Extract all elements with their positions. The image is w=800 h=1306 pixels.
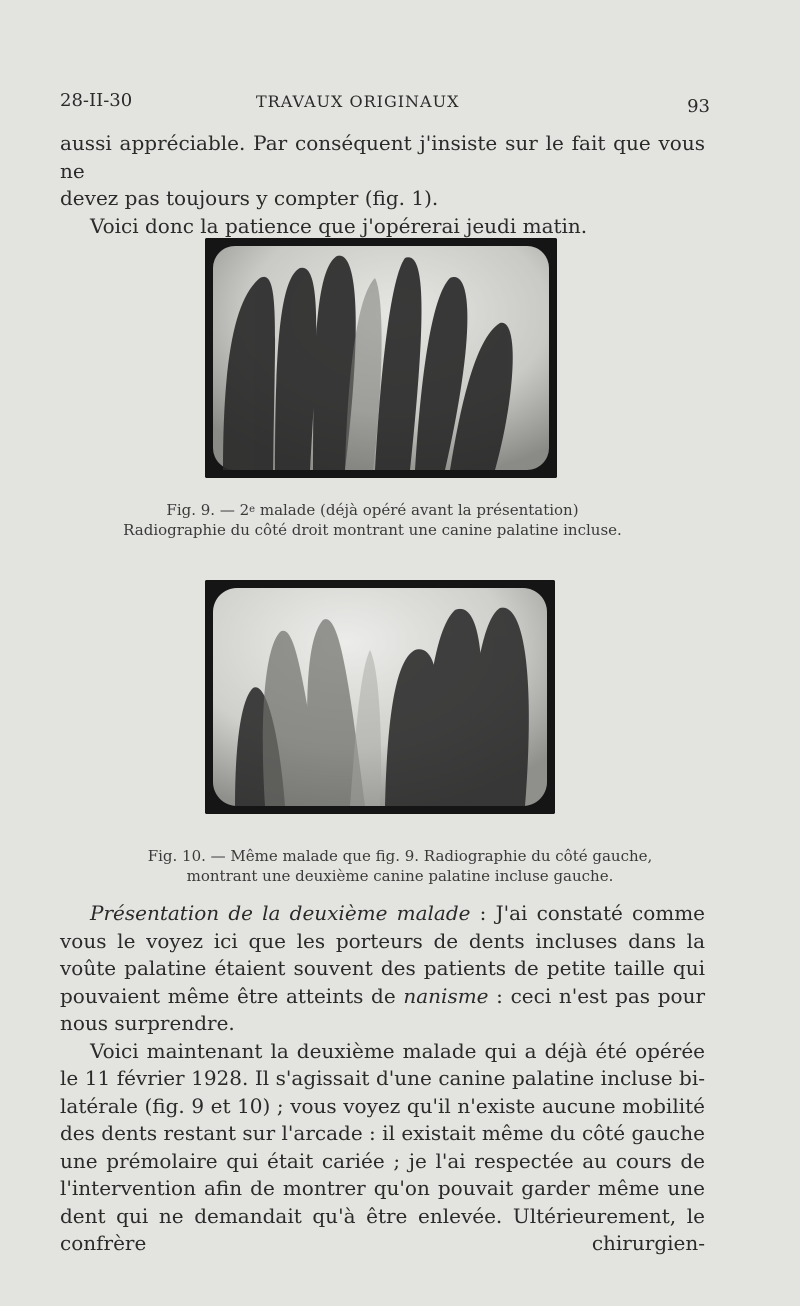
figure-9-caption bbox=[100, 500, 645, 540]
paragraph-presentation bbox=[60, 900, 705, 1038]
figure-10-radiograph bbox=[205, 580, 555, 814]
radiograph-right-side-image bbox=[205, 238, 557, 478]
paragraph-1-text-a: : J'ai constaté comme vous le voyez ici que les porteurs de dents incluses dans la voûte palatine étaient souvent des patients de petite taille qui pouvaient même être atteints de bbox=[60, 901, 706, 1008]
figure-9-radiograph bbox=[205, 238, 557, 478]
header-title: TRAVAUX ORIGINAUX bbox=[256, 92, 460, 111]
paragraph-1-text-b: : ceci n'est pas pour nous surprendre. bbox=[60, 983, 706, 1035]
body-text bbox=[60, 900, 705, 1258]
figure-10-caption bbox=[100, 846, 700, 886]
page-number: 93 bbox=[687, 96, 710, 117]
intro-line-3: Voici donc la patience que j'opérerai jeudi matin. bbox=[90, 213, 588, 238]
paragraph-second-patient: Voici maintenant la deuxième malade qui a déjà été opérée le 11 février 1928. Il s'agissait d'une canine palatine incluse bi-latérale (fig. 9 et 10) ; vous voyez qu'il n'existe aucune mobilité des dents restant sur l'arcade : il existait même du côté gauche une prémolaire qui était cariée ; je l'ai respectée au cours de l'intervention afin de montrer qu'on pouvait garder même une dent qui ne demandait qu'à être enlevée. Ultérieurement, le confrère chirurgien- bbox=[60, 1038, 705, 1255]
header-date: 28-II-30 bbox=[60, 90, 133, 111]
intro-line-1: aussi appréciable. Par conséquent j'insiste sur le fait que vous ne bbox=[60, 131, 705, 183]
caption-suffix: malade (déjà opéré avant la présentation) bbox=[255, 501, 579, 519]
figure-10-caption-line-1: Fig. 10. — Même malade que fig. 9. Radiographie du côté gauche, bbox=[147, 847, 653, 865]
section-heading: Présentation de la deuxième malade bbox=[90, 901, 471, 925]
caption-superscript: e bbox=[249, 504, 256, 515]
intro-line-2: devez pas toujours y compter (fig. 1). bbox=[60, 186, 439, 210]
radiograph-left-side-image bbox=[205, 580, 555, 814]
figure-9-caption-line-1 bbox=[100, 500, 645, 520]
caption-prefix: Fig. 9. — 2 bbox=[166, 501, 250, 519]
intro-paragraph bbox=[60, 130, 705, 240]
term-nanisme: nanisme bbox=[403, 983, 489, 1008]
figure-10-caption-line-2: montrant une deuxième canine palatine incluse gauche. bbox=[186, 867, 614, 885]
figure-9-caption-line-2: Radiographie du côté droit montrant une canine palatine incluse. bbox=[123, 521, 622, 539]
running-header bbox=[60, 90, 710, 120]
